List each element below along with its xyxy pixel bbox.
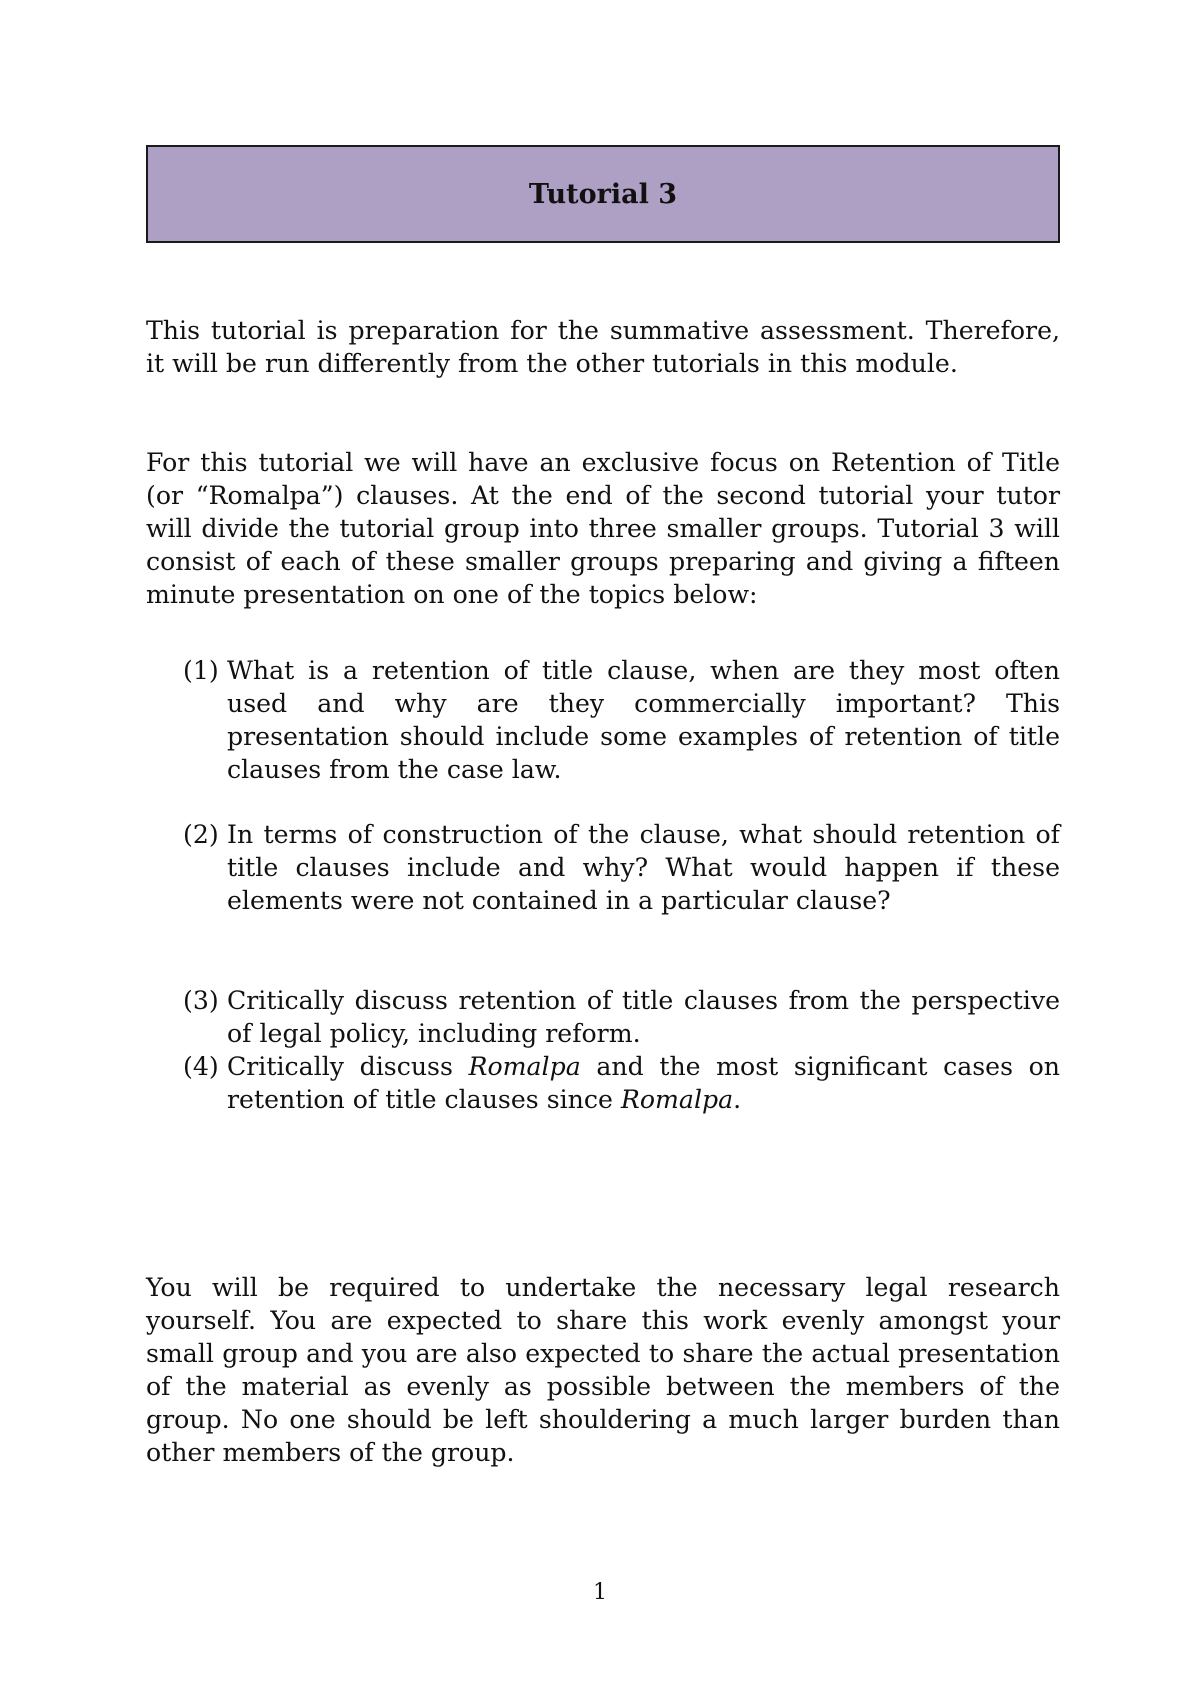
case-name: Romalpa [468, 1052, 581, 1081]
text-segment: Critically discuss [227, 1052, 469, 1081]
list-item-text: In terms of construction of the clause, what should retention of title clauses include and why? What would happen if these elements were not contained in a particular clause? [227, 820, 1060, 915]
research-paragraph: You will be required to undertake the necessary legal research yourself. You are expected to share this work evenly amongst your small group and you are also expected to share the actual presentation of the material as evenly as possible between the members of the group. No one should be left shouldering a much larger burden than other members of the group. [146, 1273, 1060, 1467]
intro-paragraph: This tutorial is preparation for the summative assessment. Therefore, it will be run differently from the other tutorials in this module. [146, 316, 1060, 378]
case-name: Romalpa [620, 1085, 734, 1114]
list-item [183, 654, 1060, 786]
page-title: Tutorial 3 [528, 178, 678, 210]
page-number: 1 [593, 1580, 607, 1605]
title-box [146, 145, 1060, 243]
list-item [183, 984, 1060, 1050]
list-item-number: (2) [183, 820, 219, 849]
list-item [183, 1050, 1060, 1116]
list-item-number: (3) [183, 986, 219, 1015]
list-item-text: Critically discuss retention of title clauses from the perspective of legal policy, including reform. [227, 986, 1060, 1048]
text-segment: . [733, 1085, 742, 1114]
focus-paragraph: For this tutorial we will have an exclusive focus on Retention of Title (or “Romalpa”) clauses. At the end of the second tutorial your tutor will divide the tutorial group into three smaller groups. Tutorial 3 will consist of each of these smaller groups preparing and giving a fifteen minute presentation on one of the topics below: [146, 448, 1060, 609]
list-item-number: (1) [183, 656, 219, 685]
list-item-text: What is a retention of title clause, when are they most often used and why are they commercially important? This presentation should include some examples of retention of title clauses from the case law. [227, 656, 1060, 784]
list-item-text [227, 1050, 1060, 1116]
list-item-number: (4) [183, 1052, 219, 1081]
list-item [183, 818, 1060, 917]
text-segment: and the most significant cases on retention of title clauses since [227, 1052, 1060, 1114]
